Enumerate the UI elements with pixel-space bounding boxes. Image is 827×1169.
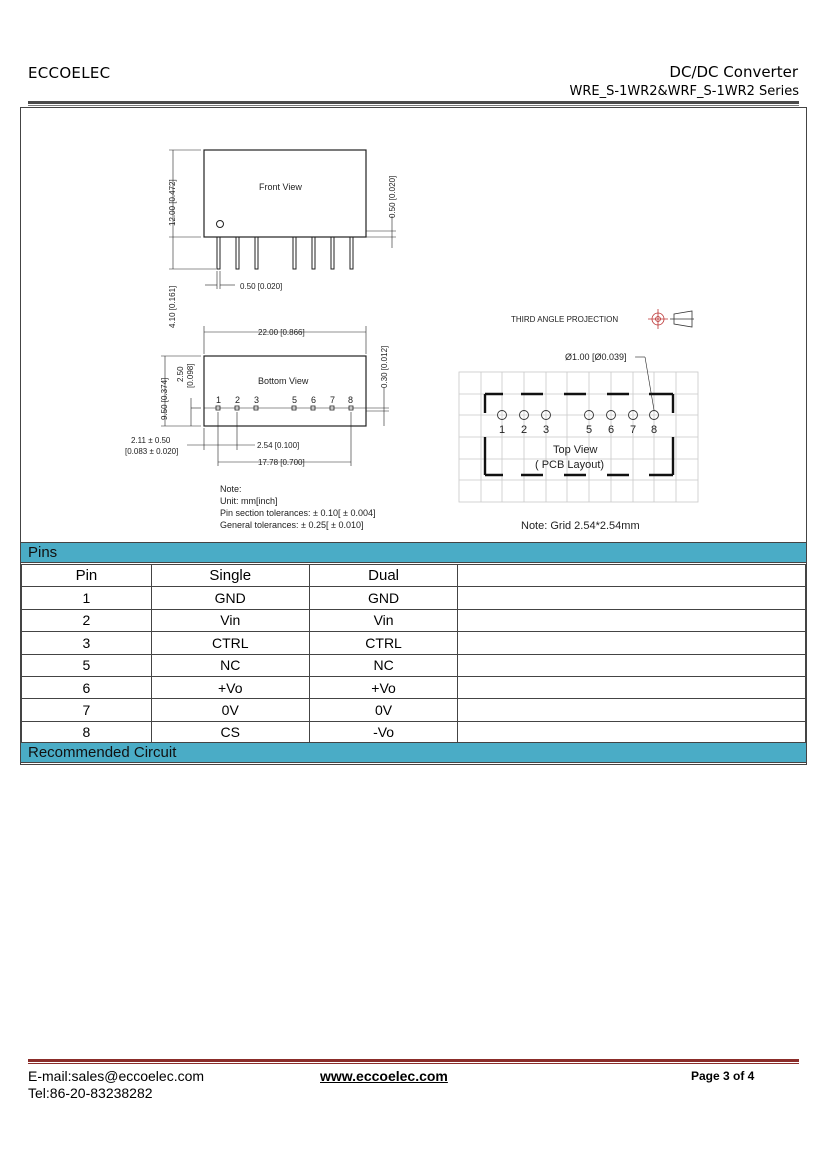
cell-single: CTRL — [151, 632, 309, 654]
cell-dual: -Vo — [309, 721, 458, 743]
cell-pin: 2 — [22, 609, 152, 631]
cell-pin: 3 — [22, 632, 152, 654]
bottom-pin-numbers — [216, 395, 353, 405]
dim-pin-width: 0.50 [0.020] — [240, 282, 283, 291]
note-title: Note: — [220, 484, 242, 494]
pcb-pin-numbers — [499, 424, 657, 436]
pcb-pin-number: 6 — [608, 424, 615, 436]
pcb-pin-number: 1 — [499, 424, 506, 436]
bottom-pin-number: 6 — [311, 395, 317, 405]
pcb-pin-number: 2 — [521, 424, 528, 436]
cell-dual: 0V — [309, 699, 458, 721]
cell-single: CS — [151, 721, 309, 743]
footer-rule-thin — [28, 1063, 799, 1064]
cell-dual: +Vo — [309, 676, 458, 698]
bottom-view-label: Bottom View — [258, 376, 309, 386]
column-header-single: Single — [151, 565, 309, 587]
cell-pin: 6 — [22, 676, 152, 698]
brand-name: ECCOELEC — [28, 64, 111, 82]
cell-blank — [458, 676, 806, 698]
cell-single: NC — [151, 654, 309, 676]
projection-symbol-icon — [648, 309, 694, 329]
cell-dual: GND — [309, 587, 458, 609]
cell-dual: Vin — [309, 609, 458, 631]
pcb-pin-number: 8 — [651, 424, 658, 436]
footer-rule — [28, 1059, 799, 1062]
page-number: Page 3 of 4 — [691, 1069, 755, 1083]
cell-pin: 5 — [22, 654, 152, 676]
pcb-layout-label: ( PCB Layout) — [535, 459, 605, 471]
cell-pin: 7 — [22, 699, 152, 721]
cell-dual: NC — [309, 654, 458, 676]
series-name: WRE_S-1WR2&WRF_S-1WR2 Series — [569, 84, 799, 99]
table-header-row — [22, 565, 806, 587]
bottom-pin-number: 3 — [254, 395, 260, 405]
dim-right-gap: 0.50 [0.020] — [388, 175, 397, 218]
table-row — [22, 721, 806, 743]
table-row — [22, 609, 806, 631]
cell-pin: 1 — [22, 587, 152, 609]
cell-single: Vin — [151, 609, 309, 631]
header-rule — [28, 101, 799, 104]
dim-edge-line2: [0.083 ± 0.020] — [125, 447, 179, 456]
grid-note: Note: Grid 2.54*2.54mm — [521, 520, 640, 532]
note-pin-tolerance: Pin section tolerances: ± 0.10[ ± 0.004] — [220, 508, 376, 518]
note-unit: Unit: mm[inch] — [220, 496, 278, 506]
cell-blank — [458, 632, 806, 654]
dim-bottom-right: 0.30 [0.012] — [380, 345, 389, 388]
pcb-pin-number: 3 — [543, 424, 550, 436]
front-view-label: Front View — [259, 182, 302, 192]
dim-pitch: 2.54 [0.100] — [257, 441, 300, 450]
dim-span: 17.78 [0.700] — [258, 458, 305, 467]
cell-blank — [458, 587, 806, 609]
bottom-pin-number: 1 — [216, 395, 222, 405]
header-rule-thin — [28, 105, 799, 106]
cell-pin: 8 — [22, 721, 152, 743]
footer-email: E-mail:sales@eccoelec.com — [28, 1068, 205, 1084]
footer-website-link[interactable]: www.eccoelec.com — [320, 1068, 448, 1084]
hole-size-label: Ø1.00 [Ø0.039] — [565, 352, 627, 362]
table-row — [22, 676, 806, 698]
dim-height: 12.00 [0.472] — [168, 179, 177, 226]
table-row — [22, 654, 806, 676]
dim-row-offset: 2.50 — [176, 366, 185, 382]
table-row — [22, 699, 806, 721]
cell-blank — [458, 609, 806, 631]
cell-dual: CTRL — [309, 632, 458, 654]
table-row — [22, 632, 806, 654]
footer-phone: Tel:86-20-83238282 — [28, 1085, 153, 1101]
circuit-section-title: Recommended Circuit — [21, 742, 806, 763]
dim-edge-line1: 2.11 ± 0.50 — [131, 436, 171, 445]
cell-blank — [458, 721, 806, 743]
column-header-pin: Pin — [22, 565, 152, 587]
table-row — [22, 587, 806, 609]
pcb-grid — [459, 372, 698, 502]
product-type: DC/DC Converter — [669, 63, 798, 81]
bottom-pin-number: 5 — [292, 395, 298, 405]
cell-single: +Vo — [151, 676, 309, 698]
bottom-view-body — [204, 356, 366, 426]
cell-blank — [458, 699, 806, 721]
projection-label: THIRD ANGLE PROJECTION — [511, 315, 619, 324]
top-view-label: Top View — [553, 444, 598, 456]
column-header-blank — [458, 565, 806, 587]
drawing-svg — [21, 108, 806, 542]
dim-width: 22.00 [0.866] — [258, 328, 305, 337]
dim-row-offset-in: [0.098] — [186, 363, 195, 388]
bottom-pin-number: 8 — [348, 395, 354, 405]
cell-blank — [458, 654, 806, 676]
column-header-dual: Dual — [309, 565, 458, 587]
cell-single: GND — [151, 587, 309, 609]
note-general-tolerance: General tolerances: ± 0.25[ ± 0.010] — [220, 520, 364, 530]
front-pins — [217, 237, 353, 269]
pcb-pin-number: 7 — [630, 424, 637, 436]
pins-table — [21, 564, 806, 744]
pins-section-title: Pins — [21, 542, 806, 563]
cell-single: 0V — [151, 699, 309, 721]
pin1-marker — [217, 221, 224, 228]
dim-depth: 9.50 [0.374] — [160, 377, 169, 420]
front-view-body — [204, 150, 366, 237]
bottom-pin-number: 7 — [330, 395, 336, 405]
pcb-pin-number: 5 — [586, 424, 593, 436]
mechanical-drawing — [21, 108, 806, 542]
dim-pin-length: 4.10 [0.161] — [168, 285, 177, 328]
content-frame — [20, 107, 807, 765]
bottom-pin-number: 2 — [235, 395, 241, 405]
